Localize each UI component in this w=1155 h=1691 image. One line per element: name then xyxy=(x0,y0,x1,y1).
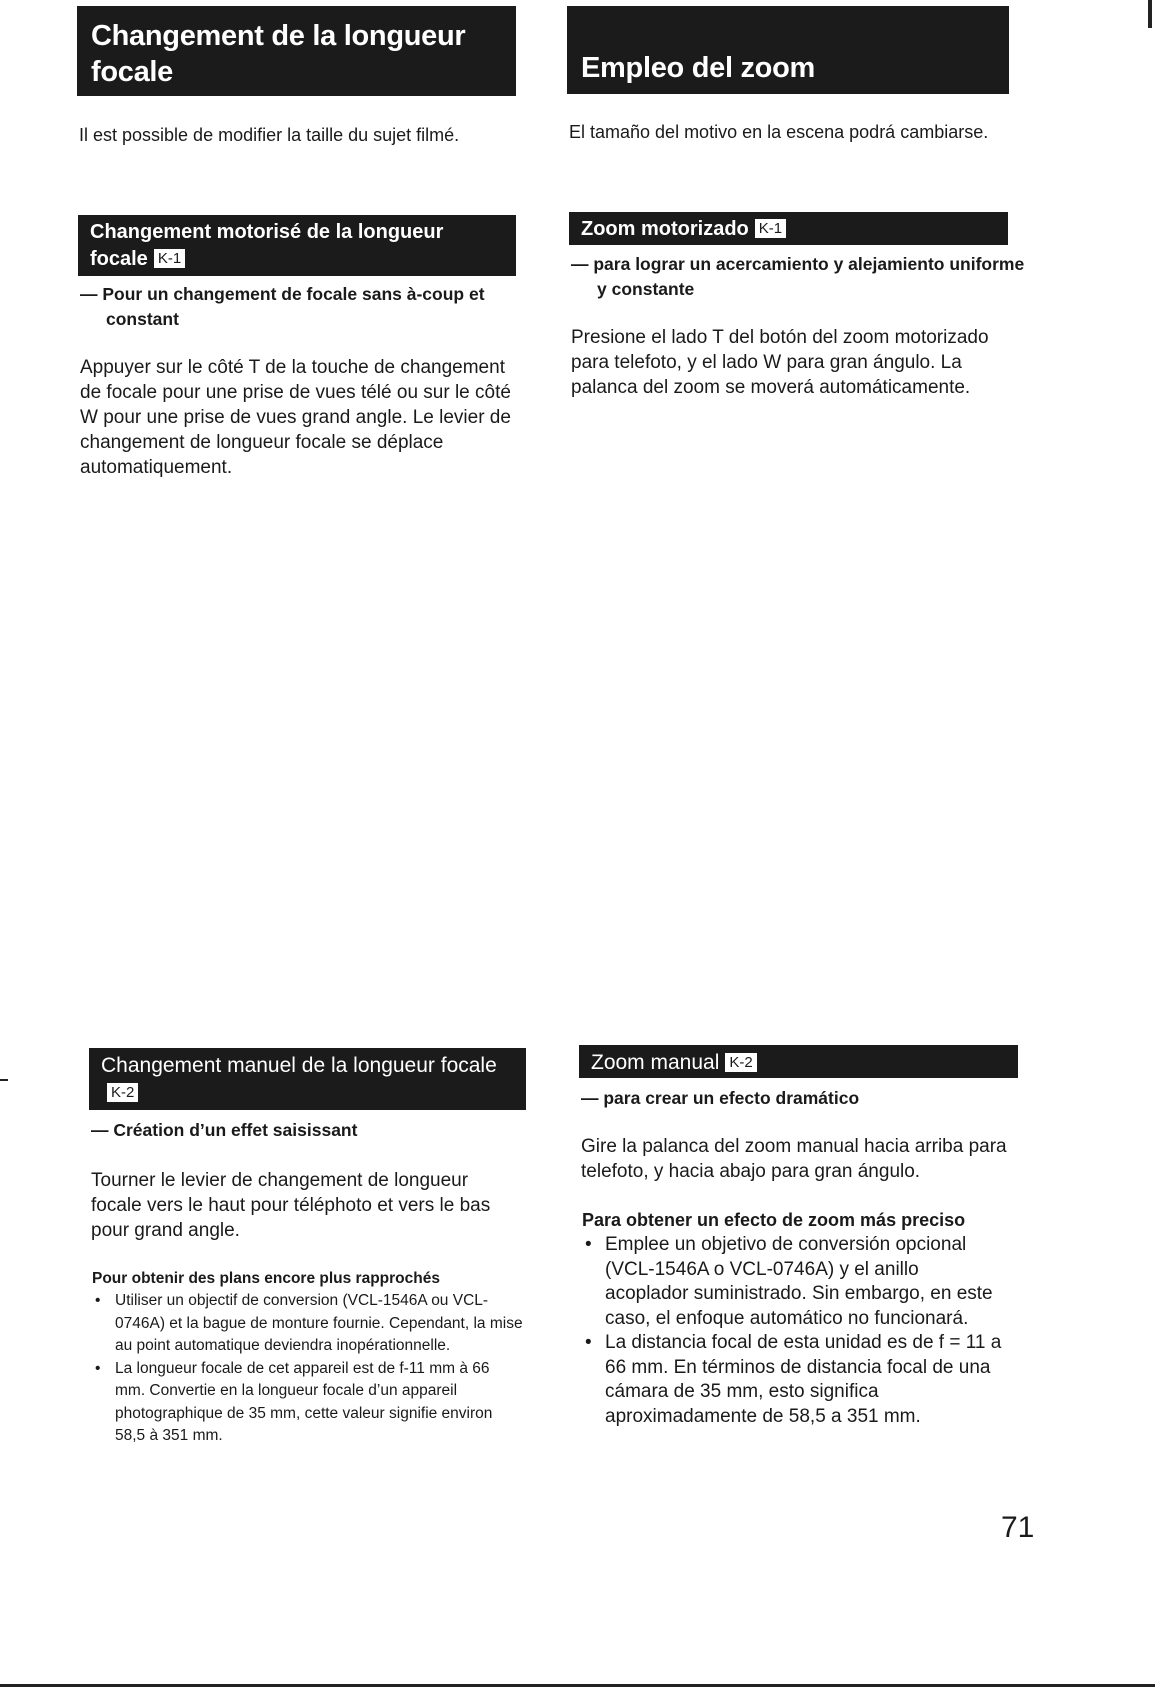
es-manual-heading xyxy=(579,1045,1018,1078)
bullet-icon: • xyxy=(585,1332,592,1353)
list-item xyxy=(91,1290,523,1358)
fr-manual-badge: K-2 xyxy=(107,1083,138,1102)
fr-tip-text: Utiliser un objectif de conversion (VCL-1546A ou VCL-0746A) et la bague de monture fournie. Cependant, la mise au point automatique deviendra inopérationnelle. xyxy=(115,1292,523,1354)
es-manual-badge: K-2 xyxy=(725,1053,756,1072)
es-manual-sub: — para crear un efecto dramático xyxy=(581,1088,860,1108)
fr-intro: Il est possible de modifier la taille du sujet filmé. xyxy=(79,125,460,145)
es-page-title-text: Empleo del zoom xyxy=(581,52,815,84)
fr-motor-body: Appuyer sur le côté T de la touche de changement de focale pour une prise de vues télé ou sur le côté W pour une prise de vues grand angle. Le levier de changement de longueur focale se déplace automatiquement. xyxy=(80,357,511,478)
es-tip-text: Emplee un objetivo de conversión opcional (VCL-1546A o VCL-0746A) y el anillo acoplador suministrado. Sin embargo, en este caso, el enfoque automático no funcionará. xyxy=(605,1234,993,1329)
fr-motor-heading xyxy=(78,215,516,276)
page-number: 71 xyxy=(1001,1511,1035,1544)
fr-motor-sub: — Pour un changement de focale sans à-coup et constant xyxy=(80,284,485,329)
list-item xyxy=(581,1331,1006,1429)
list-item xyxy=(91,1358,523,1448)
bullet-icon: • xyxy=(95,1359,101,1377)
es-motor-body: Presione el lado T del botón del zoom motorizado para telefoto, y el lado W para gran ángulo. La palanca del zoom se moverá automáticamente. xyxy=(571,327,989,398)
fr-manual-heading-text: Changement manuel de la longueur focale xyxy=(101,1054,497,1077)
es-motor-sub: — para lograr un acercamiento y alejamiento uniforme y constante xyxy=(571,254,1025,299)
bullet-icon: • xyxy=(585,1234,592,1255)
fr-motor-badge: K-1 xyxy=(154,249,185,268)
es-motor-badge: K-1 xyxy=(755,219,786,238)
fr-tip-text: La longueur focale de cet appareil est de f-11 mm à 66 mm. Convertie en la longueur focale d’un appareil photographique de 35 mm, cette valeur signifie environ 58,5 à 351 mm. xyxy=(115,1359,493,1444)
es-intro: El tamaño del motivo en la escena podrá cambiarse. xyxy=(569,122,989,142)
fr-motor-heading-text: Changement motorisé de la longueur focale xyxy=(90,221,444,270)
fr-manual-body: Tourner le levier de changement de longueur focale vers le haut pour téléphoto et vers le bas pour grand angle. xyxy=(91,1170,491,1241)
es-page-title xyxy=(567,6,1009,94)
scan-edge-mark xyxy=(0,1684,1155,1687)
es-tip-list xyxy=(581,1233,1006,1429)
scan-edge-mark xyxy=(1148,0,1152,28)
fr-tip-heading: Pour obtenir des plans encore plus rapprochés xyxy=(92,1270,440,1287)
list-item xyxy=(581,1233,1006,1331)
fr-manual-sub: — Création d’un effet saisissant xyxy=(91,1120,358,1140)
fr-tip-list xyxy=(91,1290,523,1448)
bullet-icon: • xyxy=(95,1292,101,1309)
es-manual-body: Gire la palanca del zoom manual hacia arriba para telefoto, y hacia abajo para gran ángulo. xyxy=(581,1136,1007,1182)
es-motor-heading-text: Zoom motorizado xyxy=(581,218,749,240)
es-manual-heading-text: Zoom manual xyxy=(591,1051,720,1074)
fr-page-title xyxy=(77,6,516,96)
fr-page-title-text: Changement de la longueur focale xyxy=(91,20,466,88)
scan-edge-mark xyxy=(0,1079,8,1081)
es-tip-text: La distancia focal de esta unidad es de f = 11 a 66 mm. En términos de distancia focal de una cámara de 35 mm, esto significa aproximadamente de 58,5 a 351 mm. xyxy=(605,1332,1002,1427)
fr-manual-heading xyxy=(89,1048,526,1110)
es-tip-heading: Para obtener un efecto de zoom más preciso xyxy=(582,1210,966,1230)
es-motor-heading xyxy=(569,212,1008,245)
